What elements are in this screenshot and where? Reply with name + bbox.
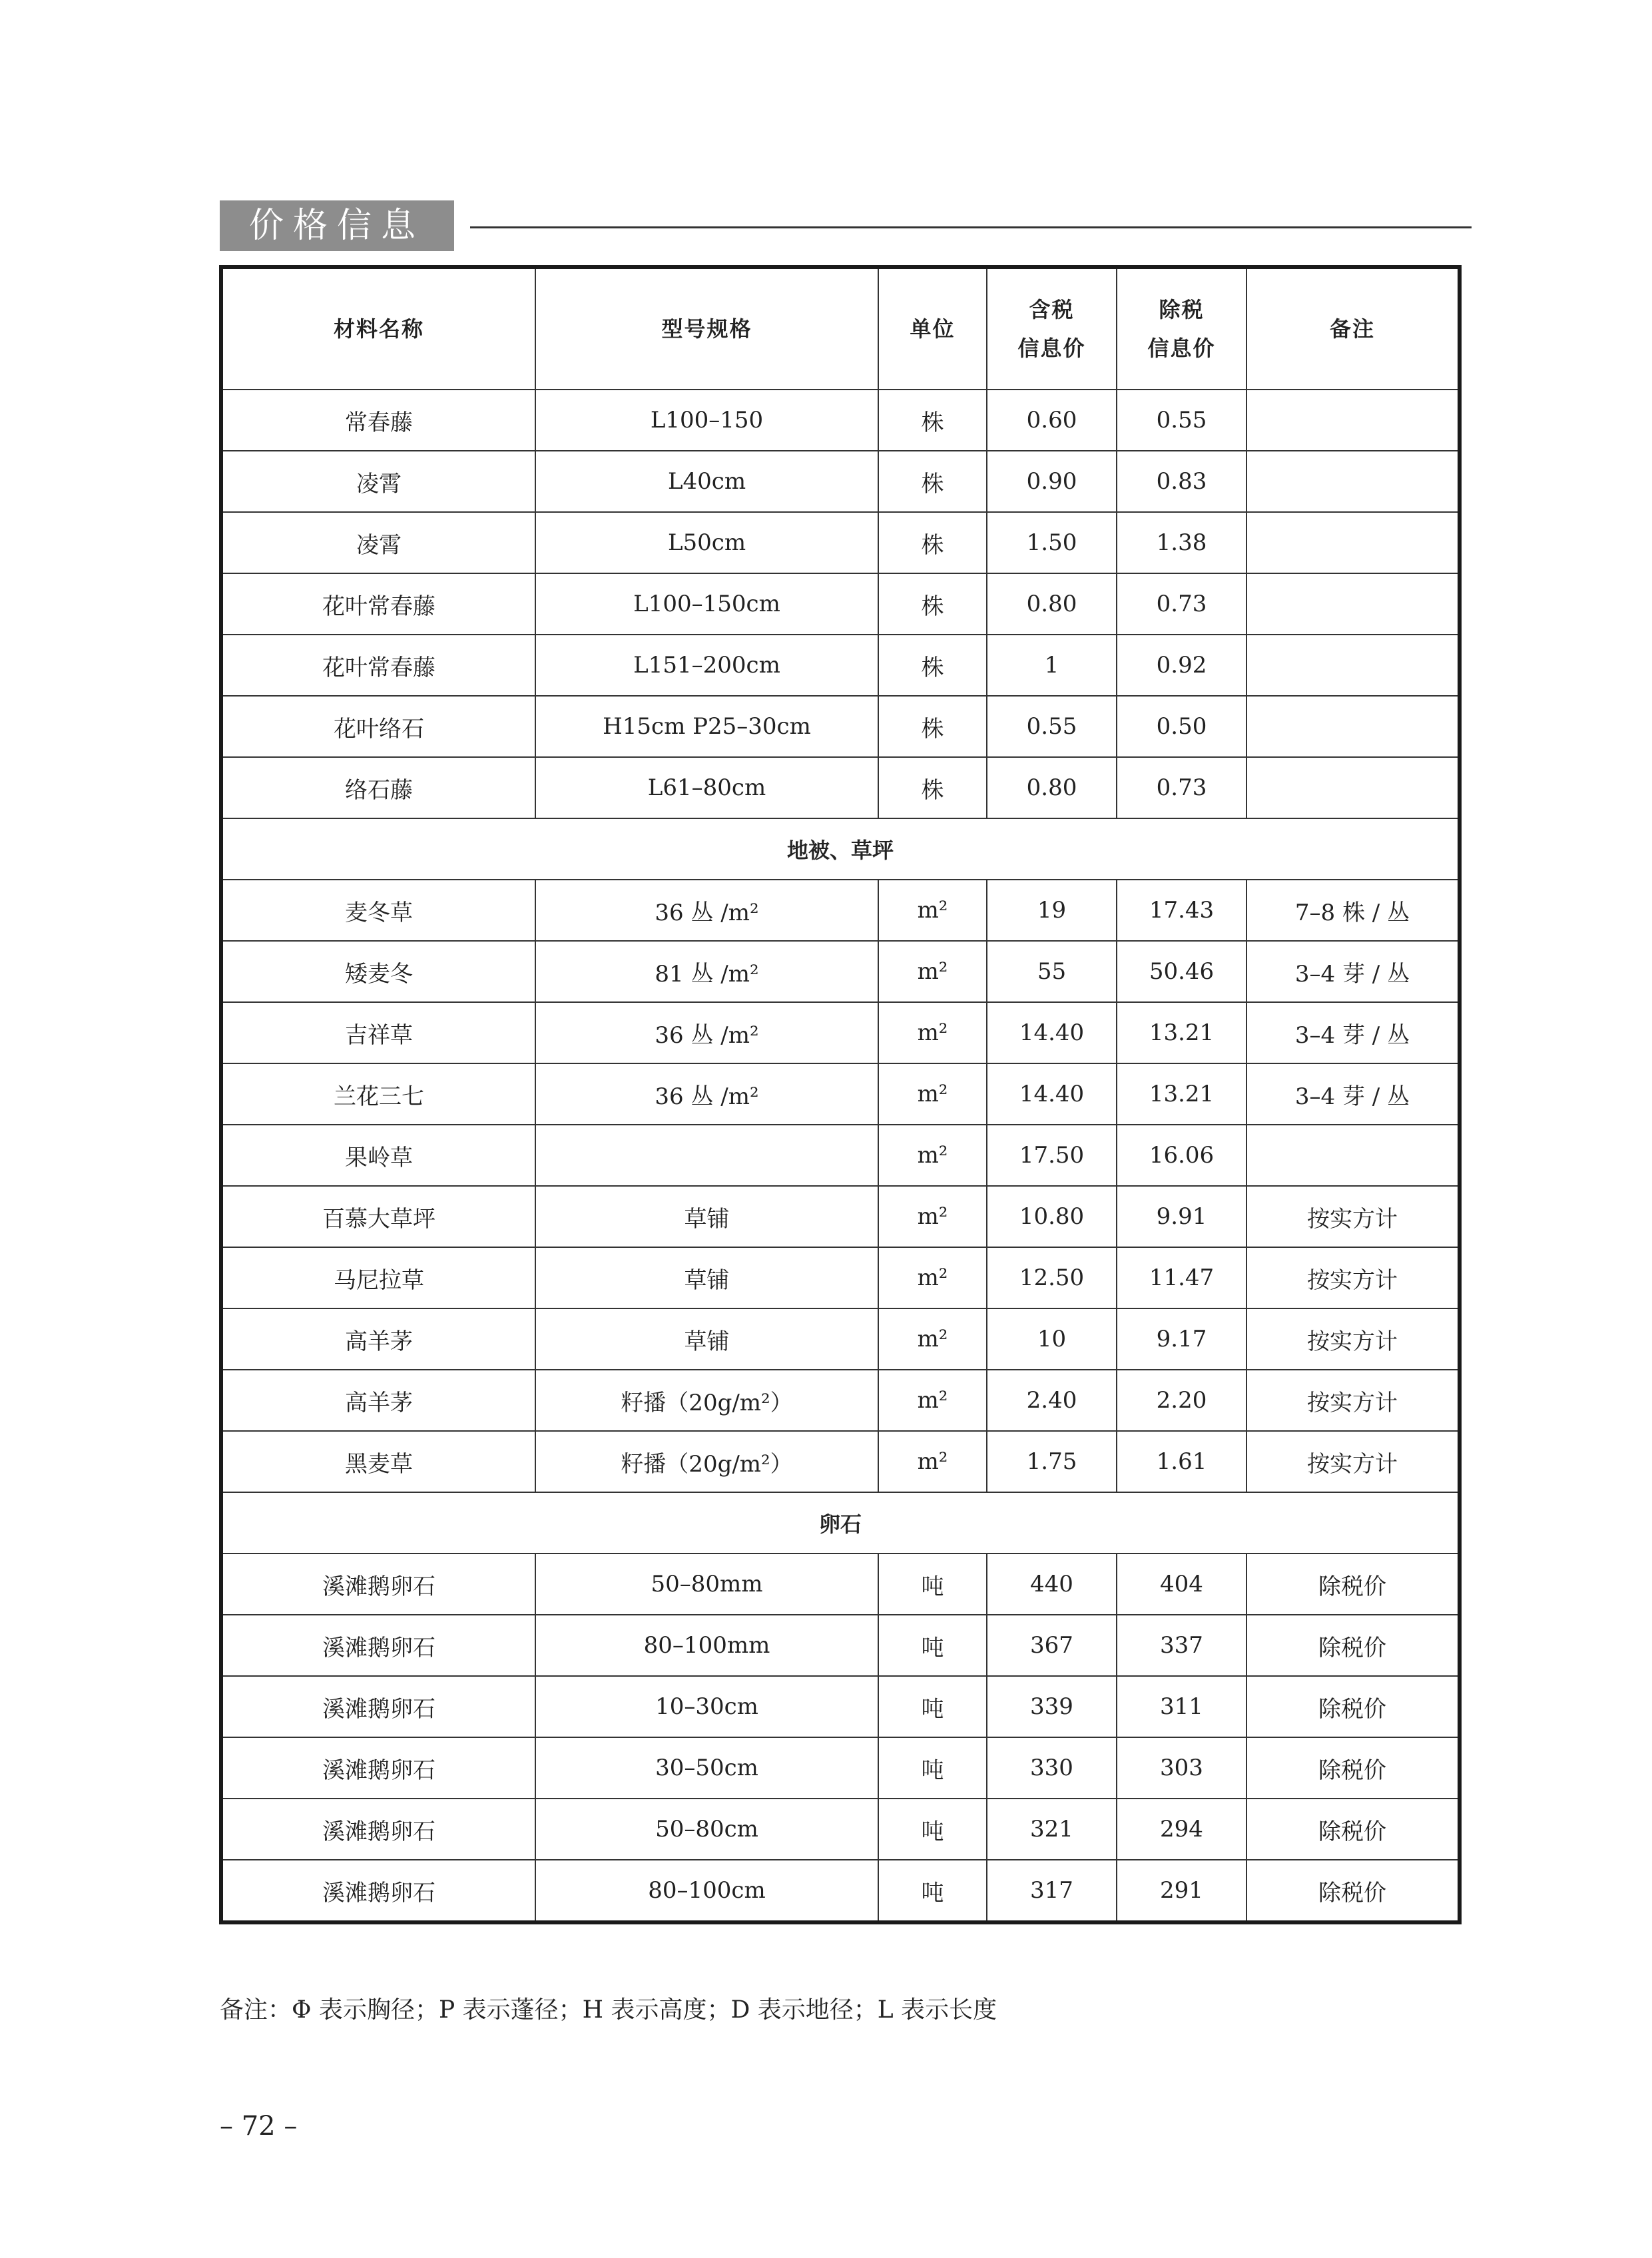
table-row bbox=[221, 1676, 1460, 1737]
section-title: 卵石 bbox=[221, 1492, 1460, 1553]
cell-spec: 10–30cm bbox=[535, 1676, 878, 1737]
cell-name: 溪滩鹅卵石 bbox=[221, 1676, 535, 1737]
cell-tax-excl: 0.50 bbox=[1117, 696, 1246, 757]
cell-unit: 吨 bbox=[878, 1799, 987, 1860]
cell-note bbox=[1246, 573, 1460, 635]
cell-unit: 吨 bbox=[878, 1615, 987, 1676]
cell-spec: 籽播（20g/m²） bbox=[535, 1370, 878, 1431]
cell-note: 按实方计 bbox=[1246, 1370, 1460, 1431]
cell-tax-excl: 303 bbox=[1117, 1737, 1246, 1799]
cell-note: 按实方计 bbox=[1246, 1308, 1460, 1370]
cell-name: 常春藤 bbox=[221, 390, 535, 451]
page-number: – 72 – bbox=[220, 2111, 298, 2141]
col-header-unit: 单位 bbox=[878, 267, 987, 390]
table-header-row bbox=[221, 267, 1460, 390]
price-table bbox=[219, 265, 1462, 1924]
cell-spec: L40cm bbox=[535, 451, 878, 512]
cell-spec: 50–80cm bbox=[535, 1799, 878, 1860]
table-row bbox=[221, 1370, 1460, 1431]
cell-tax-incl: 12.50 bbox=[987, 1247, 1117, 1308]
table-row bbox=[221, 1063, 1460, 1125]
cell-note bbox=[1246, 757, 1460, 818]
cell-tax-excl: 337 bbox=[1117, 1615, 1246, 1676]
cell-spec: 36 丛 /m² bbox=[535, 880, 878, 941]
table-row bbox=[221, 1247, 1460, 1308]
cell-tax-excl: 9.91 bbox=[1117, 1186, 1246, 1247]
table-row bbox=[221, 390, 1460, 451]
cell-name: 溪滩鹅卵石 bbox=[221, 1860, 535, 1922]
table-row bbox=[221, 1431, 1460, 1492]
cell-spec: 草铺 bbox=[535, 1186, 878, 1247]
cell-tax-excl: 17.43 bbox=[1117, 880, 1246, 941]
cell-spec: 80–100cm bbox=[535, 1860, 878, 1922]
cell-spec: L100–150 bbox=[535, 390, 878, 451]
table-row bbox=[221, 573, 1460, 635]
table-row bbox=[221, 512, 1460, 573]
cell-note bbox=[1246, 390, 1460, 451]
col-header-spec: 型号规格 bbox=[535, 267, 878, 390]
cell-unit: 株 bbox=[878, 635, 987, 696]
table-row bbox=[221, 880, 1460, 941]
cell-note bbox=[1246, 635, 1460, 696]
cell-tax-incl: 0.80 bbox=[987, 757, 1117, 818]
header-rule bbox=[470, 226, 1472, 228]
section-row bbox=[221, 818, 1460, 880]
table-row bbox=[221, 1553, 1460, 1615]
cell-name: 络石藤 bbox=[221, 757, 535, 818]
cell-tax-excl: 11.47 bbox=[1117, 1247, 1246, 1308]
cell-unit: 株 bbox=[878, 512, 987, 573]
cell-name: 百慕大草坪 bbox=[221, 1186, 535, 1247]
cell-unit: m² bbox=[878, 1125, 987, 1186]
cell-tax-incl: 0.60 bbox=[987, 390, 1117, 451]
cell-name: 果岭草 bbox=[221, 1125, 535, 1186]
cell-unit: 株 bbox=[878, 696, 987, 757]
cell-tax-incl: 10 bbox=[987, 1308, 1117, 1370]
cell-spec: L100–150cm bbox=[535, 573, 878, 635]
table-row bbox=[221, 451, 1460, 512]
cell-note: 按实方计 bbox=[1246, 1431, 1460, 1492]
cell-unit: 株 bbox=[878, 390, 987, 451]
cell-name: 高羊茅 bbox=[221, 1308, 535, 1370]
cell-name: 麦冬草 bbox=[221, 880, 535, 941]
cell-name: 马尼拉草 bbox=[221, 1247, 535, 1308]
cell-tax-incl: 55 bbox=[987, 941, 1117, 1002]
cell-spec: 81 丛 /m² bbox=[535, 941, 878, 1002]
cell-unit: m² bbox=[878, 880, 987, 941]
table-body bbox=[221, 390, 1460, 1922]
cell-name: 凌霄 bbox=[221, 512, 535, 573]
cell-unit: 株 bbox=[878, 573, 987, 635]
cell-tax-excl: 404 bbox=[1117, 1553, 1246, 1615]
cell-tax-excl: 0.55 bbox=[1117, 390, 1246, 451]
cell-tax-incl: 2.40 bbox=[987, 1370, 1117, 1431]
cell-name: 凌霄 bbox=[221, 451, 535, 512]
cell-unit: 株 bbox=[878, 451, 987, 512]
cell-note: 除税价 bbox=[1246, 1799, 1460, 1860]
cell-tax-incl: 17.50 bbox=[987, 1125, 1117, 1186]
table-row bbox=[221, 635, 1460, 696]
cell-note bbox=[1246, 1125, 1460, 1186]
cell-name: 矮麦冬 bbox=[221, 941, 535, 1002]
cell-unit: m² bbox=[878, 1370, 987, 1431]
cell-unit: m² bbox=[878, 1002, 987, 1063]
cell-unit: 株 bbox=[878, 757, 987, 818]
cell-note: 按实方计 bbox=[1246, 1186, 1460, 1247]
cell-note: 除税价 bbox=[1246, 1553, 1460, 1615]
cell-note: 3–4 芽 / 丛 bbox=[1246, 1002, 1460, 1063]
cell-tax-excl: 291 bbox=[1117, 1860, 1246, 1922]
cell-spec: L50cm bbox=[535, 512, 878, 573]
cell-tax-excl: 0.73 bbox=[1117, 573, 1246, 635]
section-title: 地被、草坪 bbox=[221, 818, 1460, 880]
col-header-tax-incl: 含税 信息价 bbox=[987, 267, 1117, 390]
cell-note bbox=[1246, 451, 1460, 512]
cell-spec: H15cm P25–30cm bbox=[535, 696, 878, 757]
cell-unit: 吨 bbox=[878, 1676, 987, 1737]
cell-name: 吉祥草 bbox=[221, 1002, 535, 1063]
cell-tax-incl: 440 bbox=[987, 1553, 1117, 1615]
footnote: 备注：Φ 表示胸径；P 表示蓬径；H 表示高度；D 表示地径；L 表示长度 bbox=[220, 1996, 997, 2024]
cell-note: 除税价 bbox=[1246, 1615, 1460, 1676]
cell-tax-excl: 2.20 bbox=[1117, 1370, 1246, 1431]
cell-tax-excl: 311 bbox=[1117, 1676, 1246, 1737]
cell-name: 花叶络石 bbox=[221, 696, 535, 757]
cell-tax-excl: 0.73 bbox=[1117, 757, 1246, 818]
cell-name: 溪滩鹅卵石 bbox=[221, 1615, 535, 1676]
table-row bbox=[221, 1799, 1460, 1860]
section-row bbox=[221, 1492, 1460, 1553]
col-header-tax-excl: 除税 信息价 bbox=[1117, 267, 1246, 390]
cell-tax-incl: 367 bbox=[987, 1615, 1117, 1676]
cell-note bbox=[1246, 696, 1460, 757]
cell-tax-excl: 0.92 bbox=[1117, 635, 1246, 696]
cell-tax-incl: 0.90 bbox=[987, 451, 1117, 512]
cell-tax-incl: 317 bbox=[987, 1860, 1117, 1922]
cell-unit: m² bbox=[878, 1186, 987, 1247]
cell-tax-excl: 294 bbox=[1117, 1799, 1246, 1860]
table-row bbox=[221, 1125, 1460, 1186]
cell-spec: 草铺 bbox=[535, 1247, 878, 1308]
cell-name: 黑麦草 bbox=[221, 1431, 535, 1492]
cell-tax-incl: 1.50 bbox=[987, 512, 1117, 573]
cell-tax-incl: 1 bbox=[987, 635, 1117, 696]
cell-name: 花叶常春藤 bbox=[221, 635, 535, 696]
cell-tax-excl: 1.61 bbox=[1117, 1431, 1246, 1492]
cell-unit: 吨 bbox=[878, 1860, 987, 1922]
cell-spec: 籽播（20g/m²） bbox=[535, 1431, 878, 1492]
section-header-label: 价格信息 bbox=[220, 200, 454, 251]
table-row bbox=[221, 1737, 1460, 1799]
cell-tax-incl: 19 bbox=[987, 880, 1117, 941]
col-header-name: 材料名称 bbox=[221, 267, 535, 390]
cell-unit: 吨 bbox=[878, 1737, 987, 1799]
cell-tax-incl: 0.80 bbox=[987, 573, 1117, 635]
cell-tax-excl: 0.83 bbox=[1117, 451, 1246, 512]
cell-unit: 吨 bbox=[878, 1553, 987, 1615]
cell-name: 高羊茅 bbox=[221, 1370, 535, 1431]
cell-tax-excl: 13.21 bbox=[1117, 1063, 1246, 1125]
cell-tax-incl: 1.75 bbox=[987, 1431, 1117, 1492]
table-row bbox=[221, 1002, 1460, 1063]
cell-note: 除税价 bbox=[1246, 1676, 1460, 1737]
cell-note: 7–8 株 / 丛 bbox=[1246, 880, 1460, 941]
cell-unit: m² bbox=[878, 941, 987, 1002]
cell-spec: 30–50cm bbox=[535, 1737, 878, 1799]
cell-tax-incl: 0.55 bbox=[987, 696, 1117, 757]
cell-spec: L61–80cm bbox=[535, 757, 878, 818]
cell-name: 兰花三七 bbox=[221, 1063, 535, 1125]
cell-tax-incl: 321 bbox=[987, 1799, 1117, 1860]
cell-tax-excl: 13.21 bbox=[1117, 1002, 1246, 1063]
table-row bbox=[221, 1860, 1460, 1922]
cell-tax-excl: 1.38 bbox=[1117, 512, 1246, 573]
cell-tax-incl: 14.40 bbox=[987, 1002, 1117, 1063]
cell-note: 按实方计 bbox=[1246, 1247, 1460, 1308]
cell-note: 除税价 bbox=[1246, 1737, 1460, 1799]
cell-spec: 50–80mm bbox=[535, 1553, 878, 1615]
cell-name: 溪滩鹅卵石 bbox=[221, 1553, 535, 1615]
cell-note: 3–4 芽 / 丛 bbox=[1246, 1063, 1460, 1125]
cell-unit: m² bbox=[878, 1431, 987, 1492]
cell-tax-excl: 16.06 bbox=[1117, 1125, 1246, 1186]
table-row bbox=[221, 1186, 1460, 1247]
cell-spec bbox=[535, 1125, 878, 1186]
table-row bbox=[221, 696, 1460, 757]
cell-tax-excl: 50.46 bbox=[1117, 941, 1246, 1002]
cell-spec: 草铺 bbox=[535, 1308, 878, 1370]
cell-name: 溪滩鹅卵石 bbox=[221, 1799, 535, 1860]
table-row bbox=[221, 1308, 1460, 1370]
cell-name: 溪滩鹅卵石 bbox=[221, 1737, 535, 1799]
cell-note: 除税价 bbox=[1246, 1860, 1460, 1922]
cell-note: 3–4 芽 / 丛 bbox=[1246, 941, 1460, 1002]
col-header-note: 备注 bbox=[1246, 267, 1460, 390]
cell-note bbox=[1246, 512, 1460, 573]
table-row bbox=[221, 757, 1460, 818]
cell-tax-excl: 9.17 bbox=[1117, 1308, 1246, 1370]
cell-unit: m² bbox=[878, 1247, 987, 1308]
cell-spec: 36 丛 /m² bbox=[535, 1002, 878, 1063]
cell-spec: L151–200cm bbox=[535, 635, 878, 696]
table-row bbox=[221, 1615, 1460, 1676]
cell-tax-incl: 339 bbox=[987, 1676, 1117, 1737]
cell-name: 花叶常春藤 bbox=[221, 573, 535, 635]
cell-spec: 80–100mm bbox=[535, 1615, 878, 1676]
cell-unit: m² bbox=[878, 1063, 987, 1125]
cell-unit: m² bbox=[878, 1308, 987, 1370]
cell-spec: 36 丛 /m² bbox=[535, 1063, 878, 1125]
cell-tax-incl: 14.40 bbox=[987, 1063, 1117, 1125]
table-row bbox=[221, 941, 1460, 1002]
cell-tax-incl: 330 bbox=[987, 1737, 1117, 1799]
cell-tax-incl: 10.80 bbox=[987, 1186, 1117, 1247]
